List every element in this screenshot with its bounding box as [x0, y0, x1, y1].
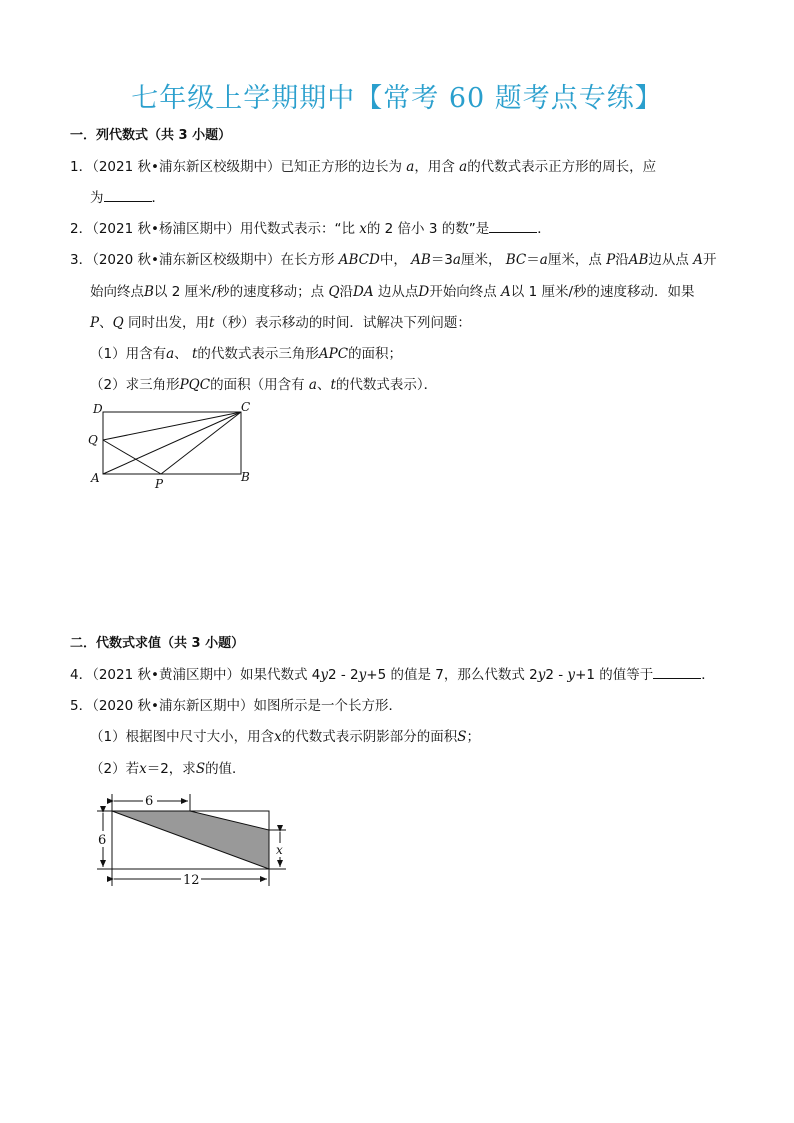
question-3-line-2: 始向终点B以 2 厘米/秒的速度移动；点 Q沿DA 边从点D开始向终点 A以 1 厘米/秒的速度移动．如果 [90, 284, 695, 300]
label-d: D [93, 402, 103, 416]
label-right-x: x [276, 843, 283, 857]
answer-blank-1[interactable] [104, 189, 152, 202]
segment-ac [103, 412, 241, 474]
page-title: 七年级上学期期中【常考 60 题考点专练】 [131, 83, 663, 114]
answer-blank-4[interactable] [653, 666, 701, 679]
rectangle-shaded-figure [94, 790, 294, 892]
label-c: C [241, 400, 251, 414]
question-3-line-1: 3．（2020 秋•浦东新区校级期中）在长方形 ABCD中， AB＝3a厘米， BC＝a厘米，点 P沿AB边从点 A开 [70, 252, 717, 268]
question-3-sub-1: （1）用含有a、 t的代数式表示三角形APC的面积； [90, 346, 403, 362]
segment-qc [103, 412, 241, 440]
question-4: 4．（2021 秋•黄浦区期中）如果代数式 4y2 - 2y+5 的值是 7，那么代数式 2y2 - y+1 的值等于 ． [70, 667, 715, 683]
question-5: 5．（2020 秋•浦东新区期中）如图所示是一个长方形． [70, 698, 402, 714]
section-heading-1: 一．列代数式（共 3 小题） [70, 128, 232, 143]
question-1-line-2: 为 ． [90, 190, 165, 206]
shaded-region [112, 811, 269, 869]
label-top-6: 6 [145, 794, 154, 809]
answer-blank-2[interactable] [489, 220, 537, 233]
label-b: B [241, 470, 250, 484]
rectangle-abcd-figure [85, 398, 265, 494]
question-2: 2．（2021 秋•杨浦区期中）用代数式表示：“比 x的 2 倍小 3 的数”是 ． [70, 221, 551, 237]
question-1-line-1: 1．（2021 秋•浦东新区校级期中）已知正方形的边长为 a，用含 a的代数式表示正方形的周长，应 [70, 159, 657, 175]
label-left-6: 6 [98, 833, 107, 848]
question-5-sub-1: （1）根据图中尺寸大小，用含x的代数式表示阴影部分的面积S； [90, 729, 480, 745]
label-a: A [91, 471, 100, 485]
label-bottom-12: 12 [183, 873, 200, 888]
question-3-line-3: P、Q 同时出发，用t（秒）表示移动的时间．试解决下列问题： [90, 315, 471, 331]
question-3-sub-2: （2）求三角形PQC的面积（用含有 a、t的代数式表示）． [90, 377, 438, 393]
segment-qp [103, 440, 161, 474]
question-5-sub-2: （2）若x＝2，求S的值． [90, 761, 246, 777]
section-heading-2: 二．代数式求值（共 3 小题） [70, 636, 245, 651]
label-q: Q [88, 433, 98, 447]
label-p: P [155, 477, 164, 491]
